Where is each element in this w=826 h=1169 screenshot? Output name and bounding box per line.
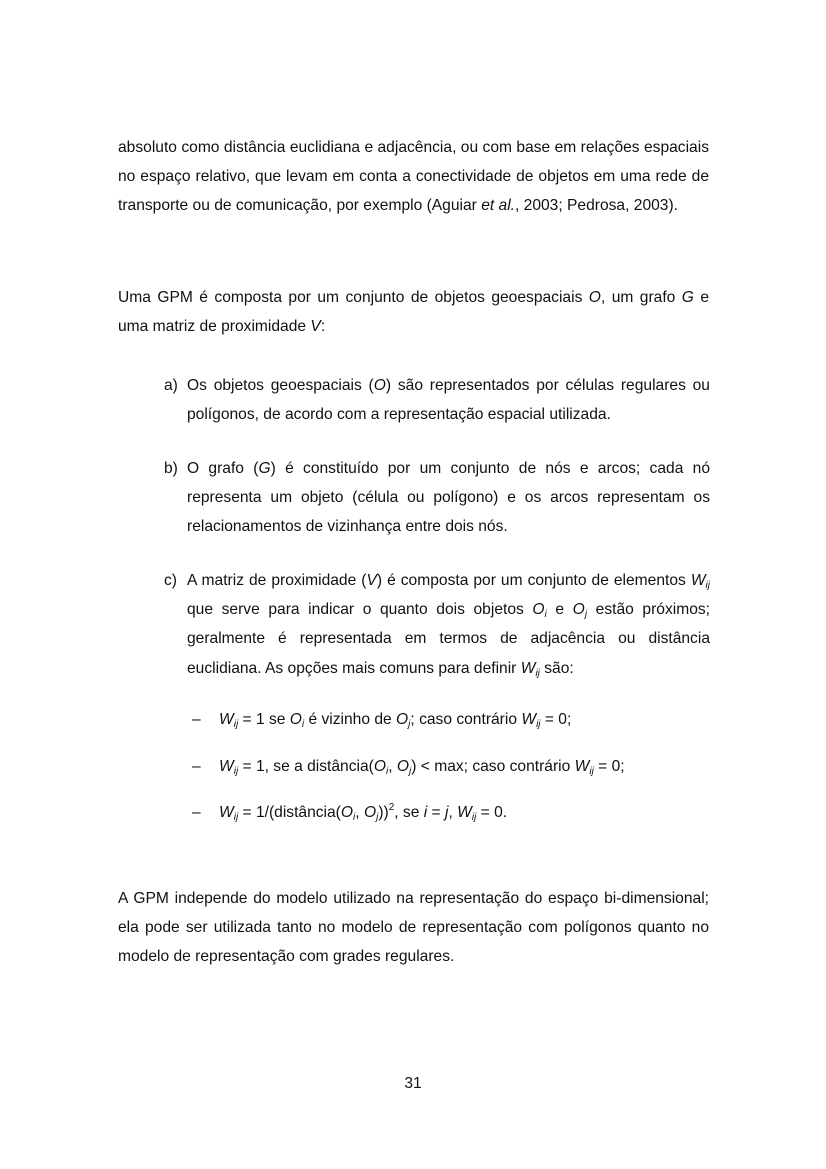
dash-bullet: – [192,711,201,728]
dash-bullet: – [192,758,201,775]
option-max-distance [192,755,625,779]
list-item-b [164,454,710,542]
dash-bullet: – [192,804,201,821]
list-item-label: c) [164,572,177,589]
list-item-c [164,566,710,683]
paragraph-gpm-independence: A GPM independe do modelo utilizado na representação do espaço bi-dimensional; ela pode ser utilizada tanto no modelo de representação com polígonos quanto no modelo de representação com grades regulares. [118,890,709,966]
paragraph-spatial-relations: absoluto como distância euclidiana e adjacência, ou com base em relações espaciais no espaço relativo, que levam em conta a conectividade de objetos em uma rede de transporte ou de comunicação, por exemplo (Aguiar et al., 2003; Pedrosa, 2003). [118,139,709,215]
list-item-text: A matriz de proximidade (V) é composta por um conjunto de elementos $W_{ij}$ que serve para indicar o quanto dois objetos $O_i$ e $O_j$ estão próximos; geralmente é representada em termos de adjacência ou distância euclidiana. As opções mais comuns para definir $W_{ij}$ são: [187,572,710,679]
page-number: 31 [404,1075,422,1092]
list-item-label: b) [164,460,178,477]
option-text: $W_{ij} = 1$, se a $distância(O_i$, $O_j) < \max$; caso contrário $W_{ij} = 0$; [219,758,625,777]
list-item-a [164,371,710,429]
list-item-text: Os objetos geoespaciais (O) são representados por células regulares ou polígonos, de acordo com a representação espacial utilizada. [187,377,710,424]
option-text: $W_{ij}$ = $1/(distância(O_i$, $O_j))^2$, se i = j, $W_{ij} = 0$. [219,802,508,823]
paragraph-gpm-definition: Uma GPM é composta por um conjunto de objetos geoespaciais O, um grafo G e uma matriz de proximidade V: [118,289,710,336]
option-inverse-distance [192,801,507,825]
option-text: $W_{ij} = 1$ se $O_i$ é vizinho de $O_j$; caso contrário $W_{ij} = 0$; [219,711,572,730]
list-item-label: a) [164,377,178,394]
option-adjacency [192,708,571,732]
list-item-text: O grafo (G) é constituído por um conjunto de nós e arcos; cada nó representa um objeto (célula ou polígono) e os arcos representam os relacionamentos de vizinhança entre dois nós. [187,460,710,536]
